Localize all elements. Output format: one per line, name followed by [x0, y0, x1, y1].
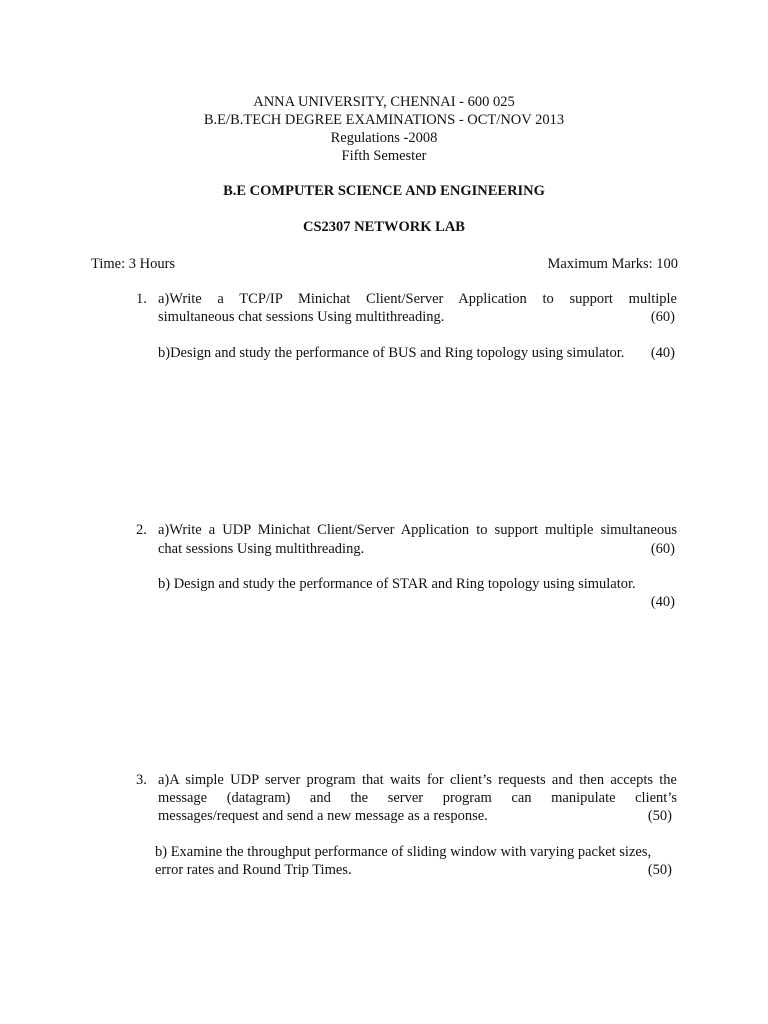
question-marks: (50): [647, 808, 672, 824]
question-text: messages/request and send a new message as a response.: [158, 808, 488, 824]
question-marks: (40): [650, 594, 675, 610]
maximum-marks: Maximum Marks: 100: [547, 256, 678, 272]
regulations: Regulations -2008: [330, 130, 438, 146]
question-text: message (datagram) and the server program can manipulate client’s: [158, 790, 677, 806]
question-text: b) Design and study the performance of STAR and Ring topology using simulator.: [158, 576, 636, 592]
question-text: a)A simple UDP server program that waits for client’s requests and then accepts the: [158, 772, 677, 788]
exam-duration: Time: 3 Hours: [91, 256, 176, 272]
question-text: simultaneous chat sessions Using multithreading.: [158, 309, 445, 325]
question-text: a)Write a TCP/IP Minichat Client/Server Application to support multiple: [158, 291, 677, 307]
question-number: 1.: [136, 291, 147, 307]
exam-title: B.E/B.TECH DEGREE EXAMINATIONS - OCT/NOV 2013: [203, 112, 565, 128]
question-marks: (60): [650, 541, 675, 557]
question-text: b)Design and study the performance of BUS and Ring topology using simulator.: [158, 345, 625, 361]
question-number: 2.: [136, 522, 147, 538]
question-marks: (50): [647, 862, 672, 878]
university-name: ANNA UNIVERSITY, CHENNAI - 600 025: [253, 94, 515, 110]
subject-title: CS2307 NETWORK LAB: [303, 219, 465, 235]
question-marks: (60): [650, 309, 675, 325]
question-text: error rates and Round Trip Times.: [155, 862, 352, 878]
question-text: a)Write a UDP Minichat Client/Server Application to support multiple simultaneous: [158, 522, 677, 538]
question-number: 3.: [136, 772, 147, 788]
question-marks: (40): [650, 345, 675, 361]
semester: Fifth Semester: [341, 148, 427, 164]
question-text: chat sessions Using multithreading.: [158, 541, 365, 557]
department-title: B.E COMPUTER SCIENCE AND ENGINEERING: [223, 183, 545, 199]
question-text: b) Examine the throughput performance of sliding window with varying packet sizes,: [155, 844, 652, 860]
